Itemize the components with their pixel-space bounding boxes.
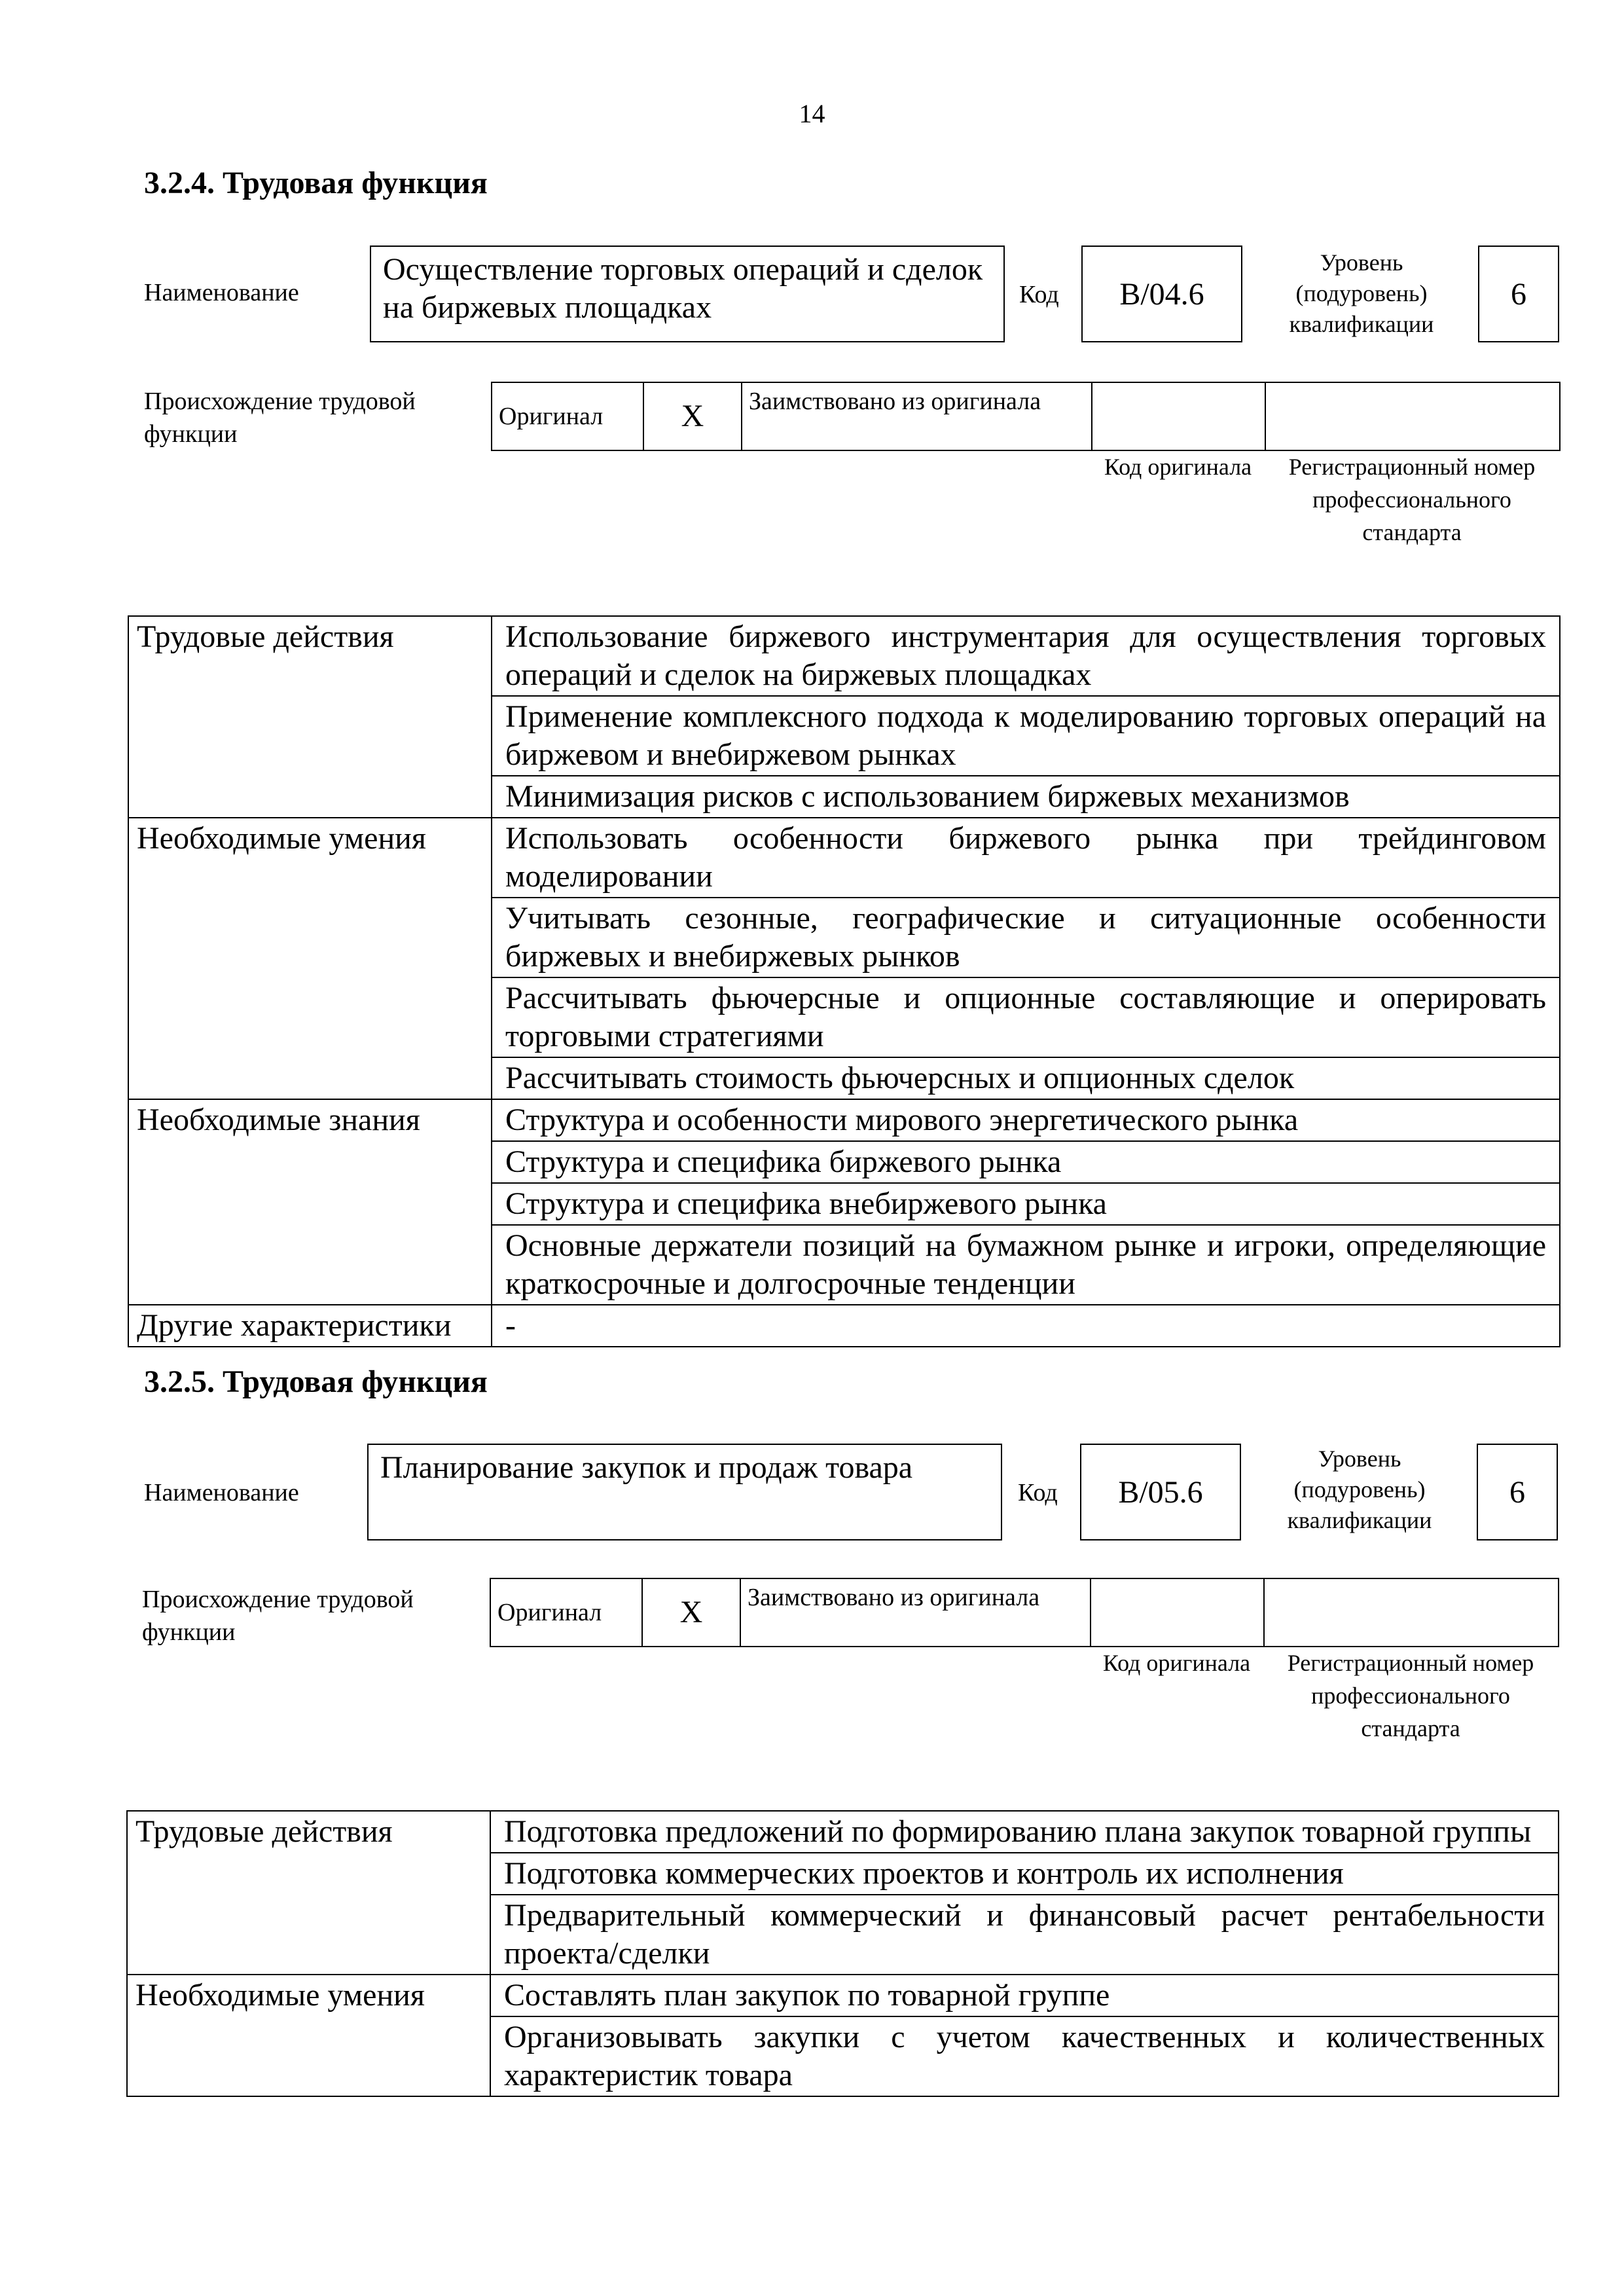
level-label: Уровень (подуровень) квалификации [1289, 249, 1434, 337]
origin-table [490, 1578, 1559, 1647]
category-labor-actions: Трудовые действия [128, 616, 492, 818]
requirement-item: Минимизация рисков с использованием биржевых механизмов [492, 776, 1560, 818]
level-value-box [1477, 1444, 1558, 1540]
original-label: Оригинал [492, 382, 643, 450]
original-code-caption: Код оригинала [1104, 454, 1252, 480]
requirement-item: Рассчитывать фьючерсные и опционные составляющие и оперировать торговыми стратегиями [492, 977, 1560, 1057]
original-label: Оригинал [490, 1578, 642, 1647]
function-name: Планирование закупок и продаж товара [380, 1450, 913, 1485]
category-other: Другие характеристики [128, 1305, 492, 1347]
code-label: Код [1018, 1479, 1058, 1506]
level-label: Уровень (подуровень) квалификации [1287, 1446, 1432, 1533]
requirement-item: Рассчитывать стоимость фьючерсных и опционных сделок [492, 1057, 1560, 1099]
original-mark: X [643, 382, 742, 450]
category-skills: Необходимые умения [127, 1975, 490, 2096]
original-code-cell [1092, 382, 1265, 450]
section-title: 3.2.4. Трудовая функция [144, 166, 488, 200]
function-name-box [370, 246, 1005, 342]
requirement-item: Использовать особенности биржевого рынка при трейдинговом моделировании [492, 818, 1560, 898]
requirement-item: Предварительный коммерческий и финансовый расчет рентабельности проекта/сделки [490, 1895, 1559, 1975]
requirement-item: Составлять план закупок по товарной группе [490, 1975, 1559, 2016]
category-skills: Необходимые умения [128, 818, 492, 1099]
level-value: 6 [1509, 1474, 1525, 1510]
requirement-item: Использование биржевого инструментария для осуществления торговых операций и сделок на биржевых площадках [492, 616, 1560, 696]
reg-number-cell [1264, 1578, 1559, 1647]
reg-number-cell [1265, 382, 1560, 450]
name-label: Наименование [144, 1479, 299, 1506]
category-knowledge: Необходимые знания [128, 1099, 492, 1305]
function-name: Осуществление торговых операций и сделок на биржевых площадках [383, 252, 983, 325]
code-label: Код [1019, 281, 1059, 308]
function-code: B/04.6 [1119, 276, 1204, 312]
level-value-box [1478, 246, 1559, 342]
level-value: 6 [1511, 276, 1526, 312]
requirements-table [128, 615, 1561, 1347]
requirement-item: Основные держатели позиций на бумажном рынке и игроки, определяющие краткосрочные и долгосрочные тенденции [492, 1225, 1560, 1305]
requirement-item: Структура и специфика биржевого рынка [492, 1141, 1560, 1183]
function-code-box [1081, 246, 1242, 342]
requirement-item: - [492, 1305, 1560, 1347]
section-title: 3.2.5. Трудовая функция [144, 1364, 488, 1399]
requirement-item: Подготовка предложений по формированию плана закупок товарной группы [490, 1811, 1559, 1853]
borrowed-label: Заимствовано из оригинала [742, 382, 1092, 450]
name-label: Наименование [144, 279, 299, 306]
requirement-item: Организовывать закупки с учетом качественных и количественных характеристик товара [490, 2016, 1559, 2096]
category-labor-actions: Трудовые действия [127, 1811, 490, 1975]
reg-number-caption: Регистрационный номер профессионального стандарта [1287, 1650, 1534, 1741]
origin-label: Происхождение трудовой функции [144, 388, 416, 448]
requirement-item: Применение комплексного подхода к моделированию торговых операций на биржевом и внебиржевом рынках [492, 696, 1560, 776]
reg-number-caption: Регистрационный номер профессионального стандарта [1288, 454, 1536, 545]
requirement-item: Учитывать сезонные, географические и ситуационные особенности биржевых и внебиржевых рынков [492, 898, 1560, 977]
origin-table [491, 382, 1561, 451]
requirements-table [126, 1810, 1559, 2097]
original-code-cell [1091, 1578, 1264, 1647]
requirement-item: Структура и специфика внебиржевого рынка [492, 1183, 1560, 1225]
requirement-item: Подготовка коммерческих проектов и контроль их исполнения [490, 1853, 1559, 1895]
original-code-caption: Код оригинала [1102, 1650, 1251, 1676]
function-code: B/05.6 [1118, 1474, 1203, 1510]
borrowed-label: Заимствовано из оригинала [740, 1578, 1091, 1647]
function-name-box [367, 1444, 1002, 1540]
requirement-item: Структура и особенности мирового энергетического рынка [492, 1099, 1560, 1141]
page-number: 14 [799, 99, 825, 128]
function-code-box [1080, 1444, 1241, 1540]
original-mark: X [642, 1578, 740, 1647]
origin-label: Происхождение трудовой функции [142, 1586, 414, 1646]
